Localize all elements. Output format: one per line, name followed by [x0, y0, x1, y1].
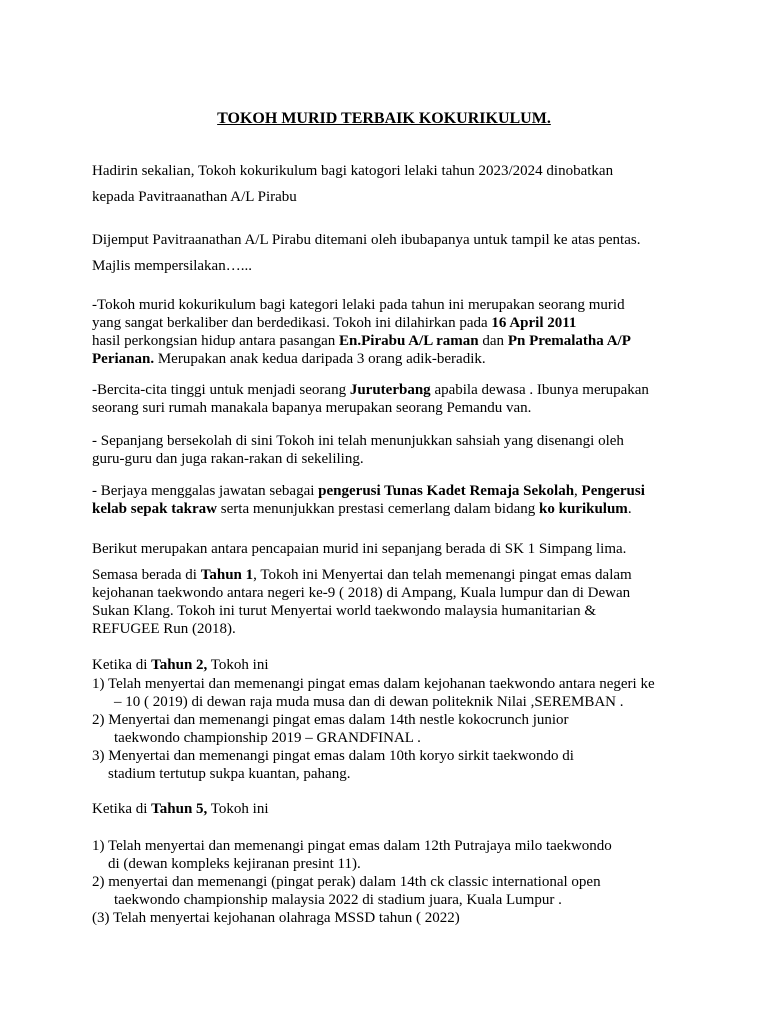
achievements-intro: Berikut merupakan antara pencapaian murid ini sepanjang berada di SK 1 Simpang lima. — [92, 541, 627, 557]
year1-line-3: Sukan Klang. Tokoh ini turut Menyertai world taekwondo malaysia humanitarian & — [92, 603, 596, 619]
year1-line-1-end: , Tokoh ini Menyertai dan telah memenangi pingat emas dalam — [253, 567, 632, 583]
list-item: 2) Menyertai dan memenangi pingat emas dalam 14th nestle kokocrunch junior — [92, 712, 569, 728]
profile-line-2: yang sangat berkaliber dan berdedikasi. Tokoh ini dilahirkan pada — [92, 315, 492, 331]
year1-line-1: Semasa berada di — [92, 567, 201, 583]
profile-line-4: Merupakan anak kedua daripada 3 orang adik-beradik. — [154, 351, 486, 367]
ambition-line-1-end: apabila dewasa . Ibunya merupakan — [430, 382, 649, 398]
father-name: En.Pirabu A/L raman — [339, 333, 479, 349]
year1-label: Tahun 1 — [200, 567, 254, 583]
invite-line-1: Dijemput Pavitraanathan A/L Pirabu ditemani oleh ibubapanya untuk tampil ke atas pentas. — [92, 232, 641, 248]
attitude-paragraph — [92, 432, 675, 468]
ambition-career: Juruterbang — [349, 382, 431, 398]
roles-period: . — [627, 501, 632, 517]
year5-heading-prefix: Ketika di — [92, 801, 152, 817]
attitude-line-1: - Sepanjang bersekolah di sini Tokoh ini telah menunjukkan sahsiah yang disenangi oleh — [92, 433, 624, 449]
year1-paragraph — [92, 566, 675, 638]
list-item: (3) Telah menyertai kejohanan olahraga MSSD tahun ( 2022) — [92, 910, 460, 926]
year2-heading-suffix: Tokoh ini — [207, 657, 269, 673]
roles-line-2: serta menunjukkan prestasi cemerlang dalam bidang — [217, 501, 540, 517]
mother-name-cont: Perianan. — [92, 351, 155, 367]
role-kokurikulum: ko kurikulum — [539, 501, 628, 517]
roles-line-1: - Berjaya menggalas jawatan sebagai — [92, 483, 319, 499]
roles-paragraph — [92, 482, 675, 518]
attitude-line-2: guru-guru dan juga rakan-rakan di sekeliling. — [92, 451, 364, 467]
year2-heading — [92, 656, 675, 674]
invite-paragraph — [92, 227, 675, 279]
intro-paragraph — [92, 158, 675, 210]
role-sepak-takraw: kelab sepak takraw — [92, 501, 218, 517]
profile-line-1: -Tokoh murid kokurikulum bagi kategori lelaki pada tahun ini merupakan seorang murid — [92, 297, 625, 313]
list-item: – 10 ( 2019) di dewan raja muda musa dan di dewan politeknik Nilai ,SEREMBAN . — [114, 694, 624, 710]
list-item: 1) Telah menyertai dan memenangi pingat emas dalam 12th Putrajaya milo taekwondo — [92, 838, 612, 854]
mother-name: Pn Premalatha A/P — [507, 333, 631, 349]
profile-paragraph — [92, 296, 675, 368]
year2-heading-prefix: Ketika di — [92, 657, 152, 673]
year2-label: Tahun 2, — [151, 657, 208, 673]
list-item: 1) Telah menyertai dan memenangi pingat emas dalam kejohanan taekwondo antara negeri ke — [92, 676, 655, 692]
list-item: 2) menyertai dan memenangi (pingat perak) dalam 14th ck classic international open — [92, 874, 601, 890]
year5-heading-suffix: Tokoh ini — [207, 801, 269, 817]
invite-line-2: Majlis mempersilakan…... — [92, 258, 252, 274]
ambition-paragraph — [92, 381, 675, 417]
list-item: 3) Menyertai dan memenangi pingat emas dalam 10th koryo sirkit taekwondo di — [92, 748, 574, 764]
year5-heading — [92, 800, 675, 818]
roles-separator: , — [574, 483, 582, 499]
document-title: TOKOH MURID TERBAIK KOKURIKULUM. — [217, 110, 551, 127]
intro-line-2: kepada Pavitraanathan A/L Pirabu — [92, 189, 297, 205]
birth-date: 16 April 2011 — [491, 315, 577, 331]
role-pengerusi: Pengerusi — [581, 483, 645, 499]
list-item: stadium tertutup sukpa kuantan, pahang. — [108, 766, 351, 782]
role-tunas-kadet: pengerusi Tunas Kadet Remaja Sekolah — [318, 483, 575, 499]
year5-list — [92, 837, 692, 927]
year5-label: Tahun 5, — [151, 801, 208, 817]
list-item: taekwondo championship 2019 – GRANDFINAL . — [114, 730, 421, 746]
year1-line-2: kejohanan taekwondo antara negeri ke-9 ( 2018) di Ampang, Kuala lumpur dan di Dewan — [92, 585, 631, 601]
list-item: di (dewan kompleks kejiranan presint 11). — [108, 856, 361, 872]
year1-line-4: REFUGEE Run (2018). — [92, 621, 236, 637]
ambition-line-1: -Bercita-cita tinggi untuk menjadi seorang — [92, 382, 350, 398]
list-item: taekwondo championship malaysia 2022 di stadium juara, Kuala Lumpur . — [114, 892, 562, 908]
ambition-line-2: seorang suri rumah manakala bapanya merupakan seorang Pemandu van. — [92, 400, 532, 416]
intro-line-1: Hadirin sekalian, Tokoh kokurikulum bagi katogori lelaki tahun 2023/2024 dinobatkan — [92, 163, 614, 179]
profile-line-3: hasil perkongsian hidup antara pasangan — [92, 333, 340, 349]
profile-conjunction: dan — [478, 333, 508, 349]
year2-list — [92, 675, 692, 783]
